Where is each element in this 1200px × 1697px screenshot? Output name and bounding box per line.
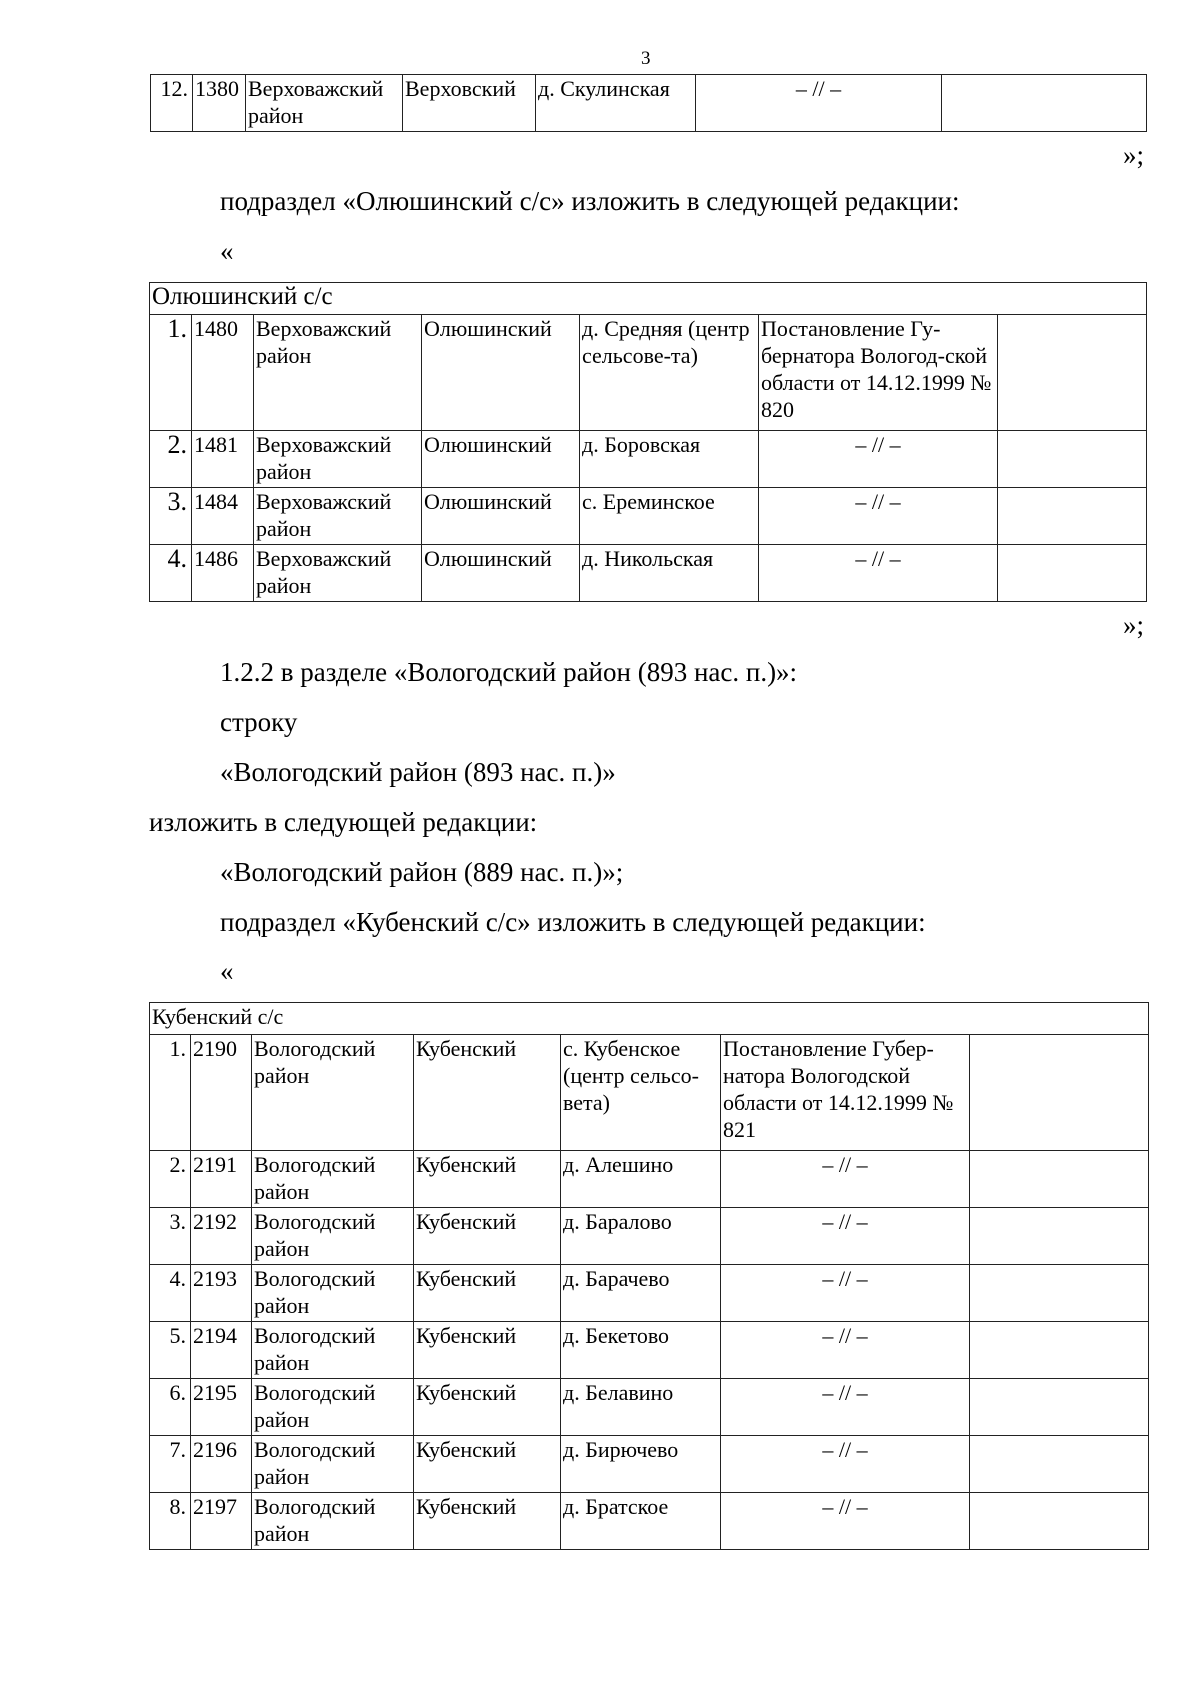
district-name: Вологодский район bbox=[252, 1379, 414, 1436]
settlement-code: 2196 bbox=[191, 1436, 252, 1493]
table-row bbox=[150, 1493, 1149, 1550]
settlement-code: 2195 bbox=[191, 1379, 252, 1436]
table-olushinsky bbox=[149, 282, 1147, 602]
table-olushinsky-body bbox=[150, 283, 1147, 602]
settlement-name: д. Средняя (центр сельсове-та) bbox=[580, 315, 759, 431]
paragraph: изложить в следующей редакции: bbox=[149, 807, 538, 837]
district-name: Верховажский район bbox=[254, 315, 422, 431]
row-number: 2. bbox=[150, 431, 192, 488]
table-row bbox=[150, 1208, 1149, 1265]
row-number: 2. bbox=[150, 1151, 191, 1208]
note-cell bbox=[998, 545, 1147, 602]
closing-quote: »; bbox=[1122, 140, 1144, 170]
council-name: Кубенский bbox=[414, 1151, 561, 1208]
note-cell bbox=[970, 1208, 1149, 1265]
settlement-name: с. Ереминское bbox=[580, 488, 759, 545]
legal-basis: – // – bbox=[759, 545, 998, 602]
paragraph: «Вологодский район (889 нас. п.)»; bbox=[220, 857, 624, 887]
table-row bbox=[150, 1379, 1149, 1436]
council-name: Верховский bbox=[403, 75, 536, 132]
council-name: Кубенский bbox=[414, 1208, 561, 1265]
table-kubensky bbox=[149, 1002, 1149, 1550]
row-number: 1. bbox=[150, 315, 192, 431]
settlement-code: 1481 bbox=[192, 431, 254, 488]
section-title: Кубенский с/с bbox=[150, 1003, 1149, 1035]
closing-quote: »; bbox=[1122, 610, 1144, 640]
table-row bbox=[150, 1035, 1149, 1151]
legal-basis: – // – bbox=[721, 1436, 970, 1493]
legal-basis: – // – bbox=[721, 1208, 970, 1265]
note-cell bbox=[970, 1035, 1149, 1151]
opening-quote: « bbox=[220, 956, 234, 986]
council-name: Кубенский bbox=[414, 1436, 561, 1493]
settlement-name: д. Бекетово bbox=[561, 1322, 721, 1379]
legal-basis: – // – bbox=[721, 1379, 970, 1436]
district-name: Верховажский район bbox=[254, 431, 422, 488]
council-name: Кубенский bbox=[414, 1035, 561, 1151]
row-number: 7. bbox=[150, 1436, 191, 1493]
settlement-code: 1380 bbox=[193, 75, 246, 132]
paragraph: 1.2.2 в разделе «Вологодский район (893 нас. п.)»: bbox=[220, 657, 798, 687]
table-row bbox=[150, 545, 1147, 602]
settlement-name: д. Барачево bbox=[561, 1265, 721, 1322]
settlement-code: 2190 bbox=[191, 1035, 252, 1151]
council-name: Олюшинский bbox=[422, 488, 580, 545]
note-cell bbox=[942, 75, 1147, 132]
settlement-code: 2192 bbox=[191, 1208, 252, 1265]
section-title: Олюшинский с/с bbox=[150, 283, 1147, 315]
table-row bbox=[150, 1436, 1149, 1493]
settlement-name: д. Бирючево bbox=[561, 1436, 721, 1493]
legal-basis: – // – bbox=[721, 1151, 970, 1208]
table-row bbox=[150, 315, 1147, 431]
legal-basis: – // – bbox=[759, 488, 998, 545]
district-name: Верховажский район bbox=[254, 545, 422, 602]
note-cell bbox=[970, 1379, 1149, 1436]
district-name: Вологодский район bbox=[252, 1493, 414, 1550]
paragraph: «Вологодский район (893 нас. п.)» bbox=[220, 757, 616, 787]
settlement-name: с. Кубенское (центр сельсо-вета) bbox=[561, 1035, 721, 1151]
district-name: Верховажский район bbox=[246, 75, 403, 132]
row-number: 3. bbox=[150, 1208, 191, 1265]
settlement-name: д. Белавино bbox=[561, 1379, 721, 1436]
council-name: Олюшинский bbox=[422, 431, 580, 488]
settlement-code: 2197 bbox=[191, 1493, 252, 1550]
table-kubensky-body bbox=[150, 1003, 1149, 1550]
settlement-code: 2193 bbox=[191, 1265, 252, 1322]
table-row bbox=[150, 1265, 1149, 1322]
legal-basis: Постановление Губер-натора Вологодской области от 14.12.1999 № 821 bbox=[721, 1035, 970, 1151]
settlement-code: 2194 bbox=[191, 1322, 252, 1379]
paragraph: строку bbox=[220, 707, 298, 737]
note-cell bbox=[970, 1493, 1149, 1550]
section-header-row bbox=[150, 283, 1147, 315]
district-name: Вологодский район bbox=[252, 1208, 414, 1265]
opening-quote: « bbox=[220, 236, 234, 266]
settlement-name: д. Боровская bbox=[580, 431, 759, 488]
legal-basis: – // – bbox=[721, 1265, 970, 1322]
district-name: Вологодский район bbox=[252, 1151, 414, 1208]
district-name: Вологодский район bbox=[252, 1322, 414, 1379]
settlement-name: д. Алешино bbox=[561, 1151, 721, 1208]
note-cell bbox=[998, 315, 1147, 431]
table-continuation bbox=[150, 74, 1147, 132]
row-number: 6. bbox=[150, 1379, 191, 1436]
settlement-code: 1486 bbox=[192, 545, 254, 602]
table-row bbox=[151, 75, 1147, 132]
legal-basis: – // – bbox=[721, 1322, 970, 1379]
settlement-code: 2191 bbox=[191, 1151, 252, 1208]
note-cell bbox=[998, 488, 1147, 545]
settlement-code: 1484 bbox=[192, 488, 254, 545]
table-row bbox=[150, 1151, 1149, 1208]
note-cell bbox=[970, 1151, 1149, 1208]
settlement-name: д. Баралово bbox=[561, 1208, 721, 1265]
district-name: Вологодский район bbox=[252, 1035, 414, 1151]
note-cell bbox=[970, 1322, 1149, 1379]
council-name: Кубенский bbox=[414, 1265, 561, 1322]
council-name: Олюшинский bbox=[422, 545, 580, 602]
council-name: Олюшинский bbox=[422, 315, 580, 431]
settlement-name: д. Никольская bbox=[580, 545, 759, 602]
row-number: 4. bbox=[150, 545, 192, 602]
council-name: Кубенский bbox=[414, 1493, 561, 1550]
row-number: 1. bbox=[150, 1035, 191, 1151]
legal-basis: – // – bbox=[696, 75, 942, 132]
table-row bbox=[150, 1322, 1149, 1379]
district-name: Вологодский район bbox=[252, 1436, 414, 1493]
district-name: Вологодский район bbox=[252, 1265, 414, 1322]
note-cell bbox=[970, 1265, 1149, 1322]
table-row bbox=[150, 431, 1147, 488]
paragraph: подраздел «Кубенский с/с» изложить в следующей редакции: bbox=[220, 907, 926, 937]
legal-basis: – // – bbox=[721, 1493, 970, 1550]
settlement-code: 1480 bbox=[192, 315, 254, 431]
note-cell bbox=[970, 1436, 1149, 1493]
table-continuation-body bbox=[151, 75, 1147, 132]
council-name: Кубенский bbox=[414, 1322, 561, 1379]
paragraph: подраздел «Олюшинский с/с» изложить в следующей редакции: bbox=[220, 186, 960, 216]
table-row bbox=[150, 488, 1147, 545]
row-number: 3. bbox=[150, 488, 192, 545]
row-number: 8. bbox=[150, 1493, 191, 1550]
row-number: 5. bbox=[150, 1322, 191, 1379]
legal-basis: Постановление Гу-бернатора Вологод-ской области от 14.12.1999 № 820 bbox=[759, 315, 998, 431]
settlement-name: д. Братское bbox=[561, 1493, 721, 1550]
district-name: Верховажский район bbox=[254, 488, 422, 545]
row-number: 4. bbox=[150, 1265, 191, 1322]
row-number: 12. bbox=[151, 75, 193, 132]
page-number: 3 bbox=[641, 48, 651, 69]
settlement-name: д. Скулинская bbox=[536, 75, 696, 132]
section-header-row bbox=[150, 1003, 1149, 1035]
legal-basis: – // – bbox=[759, 431, 998, 488]
note-cell bbox=[998, 431, 1147, 488]
council-name: Кубенский bbox=[414, 1379, 561, 1436]
